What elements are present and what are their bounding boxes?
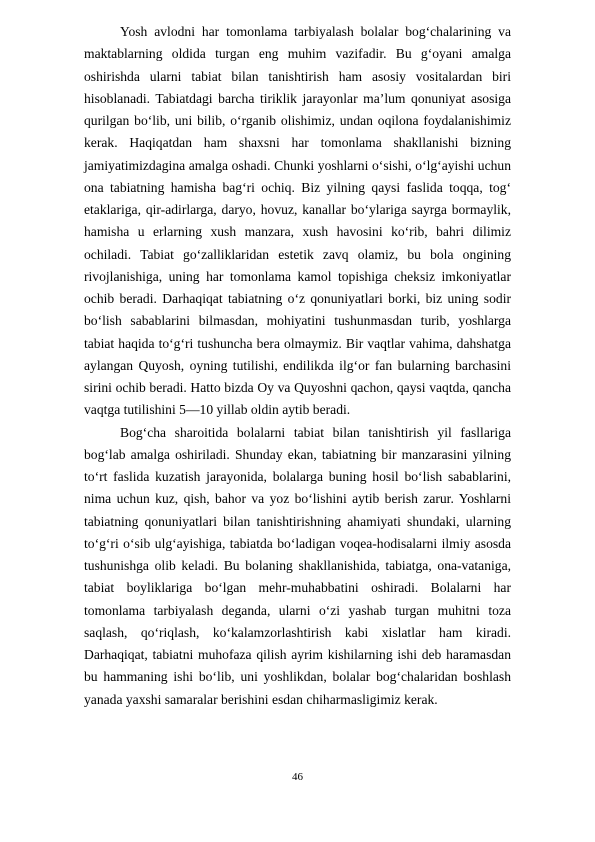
page-number: 46	[292, 771, 303, 783]
paragraph-1: Yosh avlodni har tomonlama tarbiyalash bolalar bog‘chalarining va maktablarning oldida turgan eng muhim vazifadir. Bu g‘oyani amalga oshirishda ularni tabiat bilan tanishtirish ham asosiy vositalardan biri hisoblanadi. Tabiatdagi barcha tiriklik jarayonlar ma’lum qonuniyat asosiga qurilgan bo‘lib, uni bilib, o‘rganib olishimiz, undan oqilona foydalanishimiz kerak. Haqiqatdan ham shaxsni har tomonlama shakllanishi bizning jamiyatimizdagina amalga oshadi. Chunki yoshlarni o‘sishi, o‘lg‘ayishi uchun ona tabiatning hamisha bag‘ri ochiq. Biz yilning qaysi faslida toqqa, tog‘ etaklariga, qir-adirlarga, daryo, hovuz, kanallar bo‘ylariga sayrga bormaylik, hamisha u erlarning xush manzara, xush havosini ko‘rib, bahri dilimiz ochiladi. Tabiat go‘zalliklaridan estetik zavq olamiz, bu bola ongining rivojlanishiga, uning har tomonlama kamol topishiga cheksiz imkoniyatlar ochib beradi. Darhaqiqat tabiatning o‘z qonuniyatlari borki, biz uning sodir bo‘lish sabablarini bilmasdan, mohiyatini tushunmasdan turib, yoshlarga tabiat haqida to‘g‘ri tushuncha bera olmaymiz. Bir vaqtlar vahima, dahshatga aylangan Quyosh, oyning tutilishi, endilikda ilg‘or fan bularning barchasini sirini ochib beradi. Hatto bizda Oy va Quyoshni qachon, qaysi vaqtda, qancha vaqtga tutilishini 5—10 yillab oldin aytib beradi.	[84, 24, 511, 418]
page-body	[84, 21, 511, 711]
paragraph-2: Bog‘cha sharoitida bolalarni tabiat bilan tanishtirish yil fasllariga bog‘lab amalga oshiriladi. Shunday ekan, tabiatning bir manzarasini yilning to‘rt faslida kuzatish jarayonida, bolalarga buning hosil bo‘lish sabablarini, nima uchun kuz, qish, bahor va yoz bo‘lishini aytib berish zarur. Yoshlarni tabiatning qonuniyatlari bilan tanishtirishning ahamiyati shundaki, ularning to‘g‘ri o‘sib ulg‘ayishiga, tabiatda bo‘ladigan voqea-hodisalarni ilmiy asosda tushunishga olib keladi. Bu bolaning shakllanishida, tabiatga, ona-vataniga, tabiat boyliklariga bo‘lgan mehr-muhabbatini oshiradi. Bolalarni har tomonlama tarbiyalash deganda, ularni o‘zi yashab turgan muhitni toza saqlash, qo‘riqlash, ko‘kalamzorlashtirish kabi xislatlar ham kiradi. Darhaqiqat, tabiatni muhofaza qilish ayrim kishilarning ishi deb haramasdan bu hammaning ishi bo‘lib, uni yoshlikdan, bolalar bog‘chalaridan boshlash yanada yaxshi samaralar berishini esdan chiharmasligimiz kerak.	[84, 424, 511, 707]
